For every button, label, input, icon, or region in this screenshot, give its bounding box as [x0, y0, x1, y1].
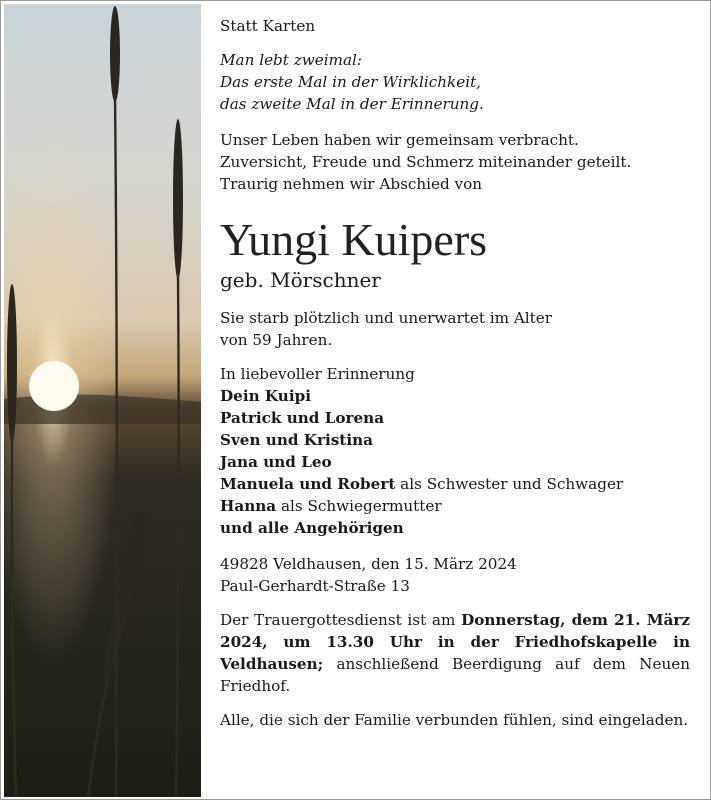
- mourner-name: Manuela und Robert: [220, 475, 396, 493]
- quote-line: Man lebt zweimal:: [220, 51, 362, 69]
- mourner-row: [220, 517, 690, 539]
- death-note-line: von 59 Jahren.: [220, 331, 333, 349]
- deceased-name: Yungi Kuipers: [220, 214, 488, 265]
- mourner-relation: als Schwiegermutter: [276, 497, 442, 515]
- mourner-name: Hanna: [220, 497, 277, 515]
- maiden-name: geb. Mörschner: [220, 268, 381, 292]
- mourner-row: [220, 473, 690, 495]
- mourner-row: [220, 451, 690, 473]
- death-note-line: Sie starb plötzlich und unerwartet im Alter: [220, 309, 553, 327]
- service-post: anschließend Beerdigung auf dem Neuen Friedhof.: [220, 655, 690, 695]
- mourner-name: Jana und Leo: [220, 453, 332, 471]
- intro-line: Zuversicht, Freude und Schmerz miteinander geteilt.: [220, 153, 632, 171]
- grass-sunset-photo: [4, 4, 201, 797]
- mourner-row: [220, 407, 690, 429]
- mourner-name: Dein Kuipi: [220, 387, 311, 405]
- service-info: [220, 609, 690, 697]
- mourner-name: und alle Angehörigen: [220, 519, 404, 537]
- place-date: 49828 Veldhausen, den 15. März 2024: [220, 555, 517, 573]
- quote-line: Das erste Mal in der Wirklichkeit,: [220, 73, 482, 91]
- mourner-row: [220, 385, 690, 407]
- closing-note: Alle, die sich der Familie verbunden fühlen, sind eingeladen.: [220, 711, 689, 729]
- mourner-relation: als Schwester und Schwager: [395, 475, 624, 493]
- obituary-text: [220, 15, 690, 731]
- mourner-name: Patrick und Lorena: [220, 409, 385, 427]
- mourner-row: [220, 429, 690, 451]
- service-pre: Der Trauergottesdienst ist am: [220, 611, 462, 629]
- quote-line: das zweite Mal in der Erinnerung.: [220, 95, 484, 113]
- intro-line: Traurig nehmen wir Abschied von: [220, 175, 483, 193]
- mourner-row: [220, 495, 690, 517]
- street-address: Paul-Gerhardt-Straße 13: [220, 577, 410, 595]
- service-details: Donnerstag, dem 21. März 2024, um 13.30 Uhr in der Friedhofskapelle in Veldhausen;: [220, 611, 690, 673]
- heading: Statt Karten: [220, 17, 316, 35]
- intro-line: Unser Leben haben wir gemeinsam verbracht.: [220, 131, 579, 149]
- mourner-name: Sven und Kristina: [220, 431, 373, 449]
- mourners-intro: In liebevoller Erinnerung: [220, 365, 415, 383]
